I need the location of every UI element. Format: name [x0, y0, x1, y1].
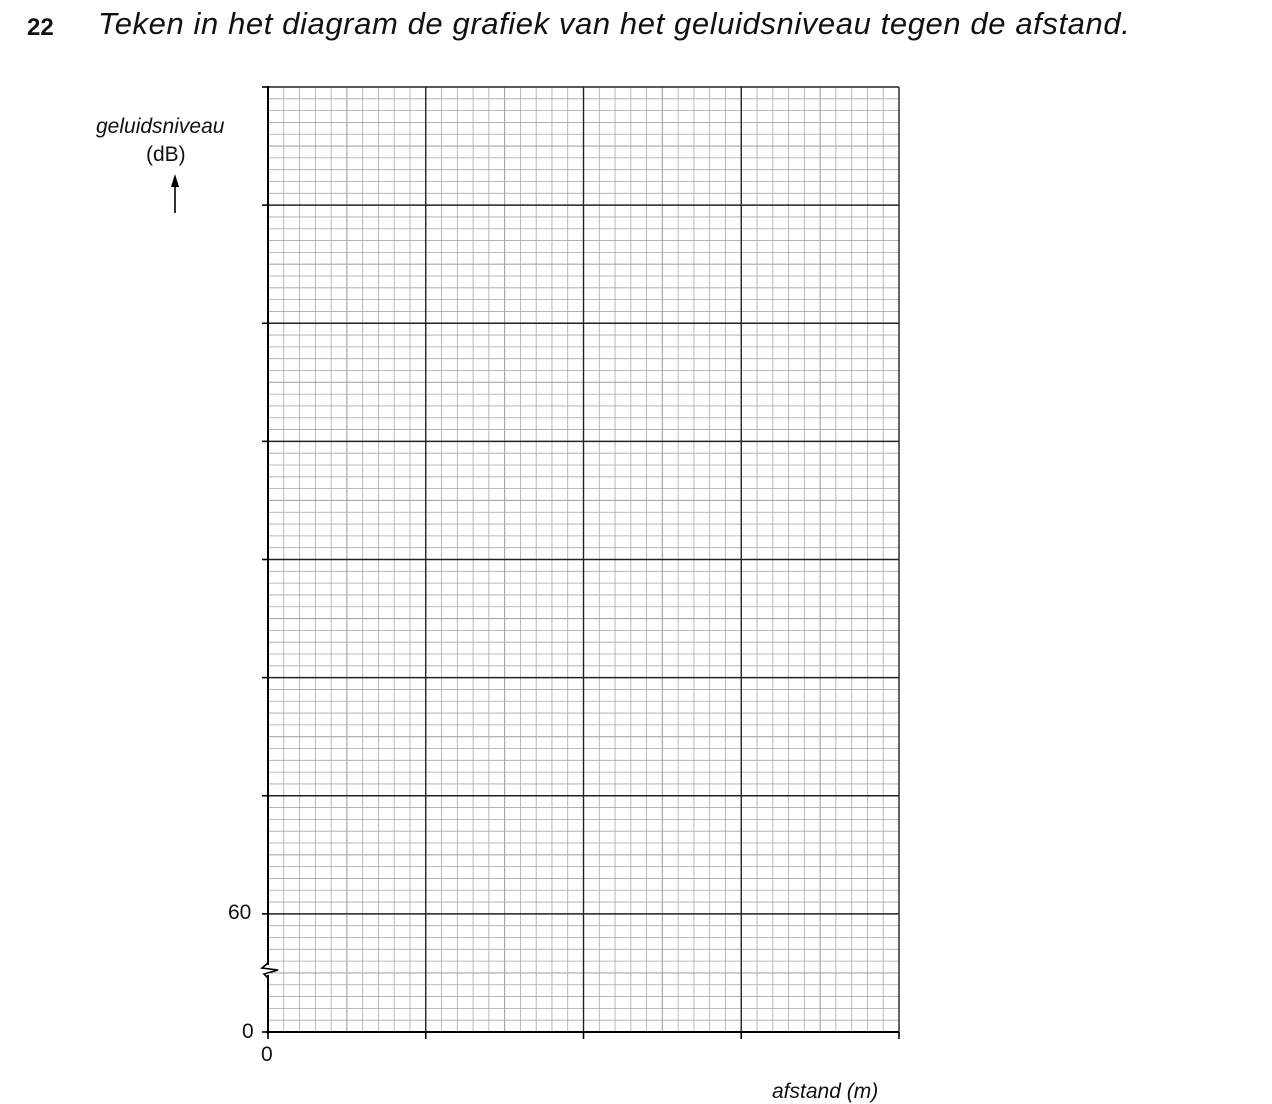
question-text: Teken in het diagram de grafiek van het geluidsniveau tegen de afstand. — [98, 6, 1131, 41]
x-axis-label: afstand (m) — [772, 1080, 879, 1103]
arrow-up-icon — [171, 174, 179, 187]
x-tick-label-0: 0 — [261, 1043, 273, 1066]
y-tick-label-60: 60 — [228, 901, 252, 924]
y-tick-label-0: 0 — [242, 1020, 254, 1043]
question-number: 22 — [27, 14, 54, 41]
y-axis-unit: (dB) — [146, 143, 186, 166]
y-axis-label: geluidsniveau — [96, 115, 225, 138]
